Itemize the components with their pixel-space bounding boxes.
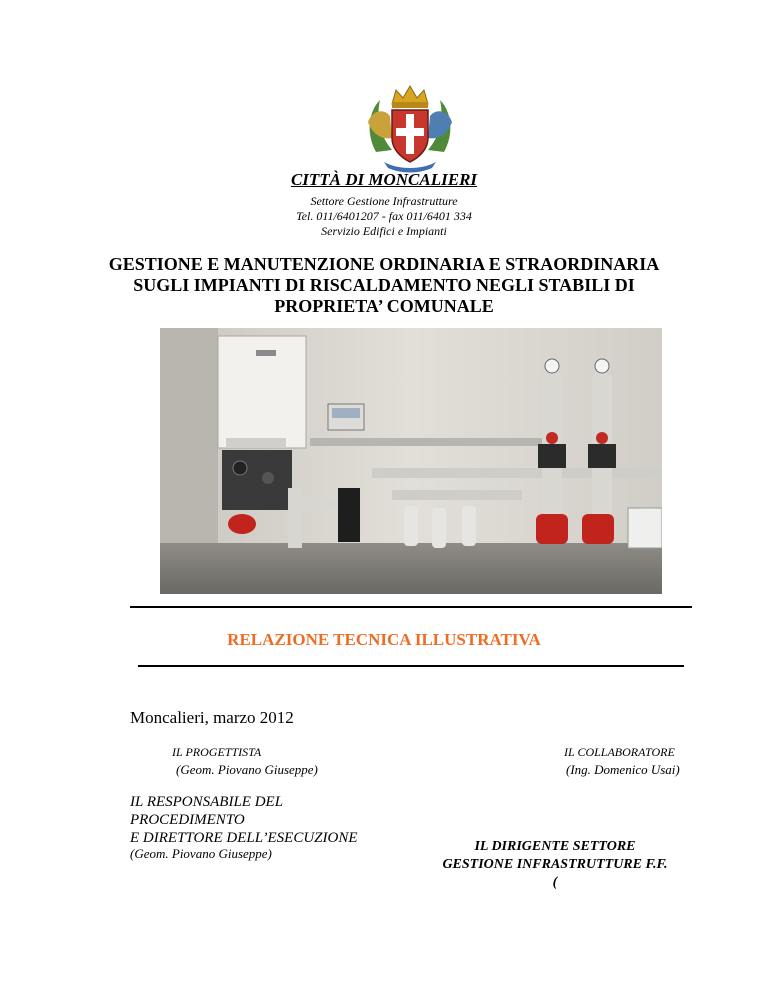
dirigente-block — [420, 838, 690, 892]
divider-top — [130, 606, 692, 608]
date-place: Moncalieri, marzo 2012 — [130, 708, 294, 727]
title-line-3: PROPRIETA’ COMUNALE — [274, 296, 494, 316]
city-name: CITTÀ DI MONCALIERI — [290, 170, 478, 189]
progettista-name: (Geom. Piovano Giuseppe) — [176, 762, 318, 777]
responsabile-line-3: E DIRETTORE DELL’ESECUZIONE — [130, 830, 358, 846]
collaboratore-name: (Ing. Domenico Usai) — [566, 762, 680, 777]
contact-info: Tel. 011/6401207 - fax 011/6401 334 — [296, 209, 472, 223]
document-title — [0, 254, 768, 317]
collaboratore-role: IL COLLABORATORE — [564, 745, 675, 759]
responsabile-line-2: PROCEDIMENTO — [130, 812, 245, 828]
dirigente-line-2: GESTIONE INFRASTRUTTURE F.F. — [442, 857, 668, 872]
heating-plant-photo — [160, 328, 662, 594]
city-crest-logo — [362, 82, 458, 174]
title-line-2: SUGLI IMPIANTI DI RISCALDAMENTO NEGLI STABILI DI — [133, 275, 635, 295]
report-title: RELAZIONE TECNICA ILLUSTRATIVA — [227, 630, 541, 649]
progettista-role: IL PROGETTISTA — [172, 745, 262, 759]
responsabile-name: (Geom. Piovano Giuseppe) — [130, 846, 272, 861]
title-line-1: GESTIONE E MANUTENZIONE ORDINARIA E STRAORDINARIA — [108, 254, 660, 274]
dirigente-line-1: IL DIRIGENTE SETTORE — [474, 839, 636, 854]
divider-bottom — [138, 665, 684, 667]
service-name: Servizio Edifici e Impianti — [321, 224, 447, 238]
responsabile-line-1: IL RESPONSABILE DEL — [130, 794, 284, 810]
sector-name: Settore Gestione Infrastrutture — [310, 194, 458, 208]
responsabile-block — [130, 793, 358, 847]
dirigente-line-3: ( — [552, 875, 558, 890]
